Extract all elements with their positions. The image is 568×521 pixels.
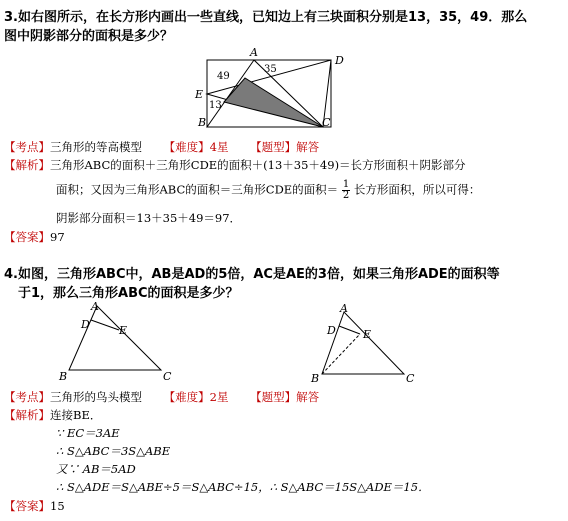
- segment-be-dashed: [322, 334, 360, 374]
- tixing-text: 解答: [296, 140, 320, 154]
- triangle-abc: [69, 306, 161, 370]
- fraction-den: 2: [342, 190, 350, 201]
- q3-kaodian-row: [4, 139, 319, 155]
- q3-daan-row: [4, 229, 65, 245]
- jiexi-line1: 三角形ABC的面积＋三角形CDE的面积＋(13＋35＋49)＝长方形面积＋阴影部分: [50, 158, 466, 172]
- tixing-text: 解答: [296, 390, 320, 404]
- daan-tag: 【答案】: [4, 499, 50, 513]
- label-e: E: [195, 88, 204, 101]
- label-b: B: [198, 116, 207, 129]
- area-49: 49: [217, 71, 230, 82]
- tixing-tag: 【题型】: [250, 390, 297, 404]
- q4-line5: ∴ S△ADE＝S△ABE÷5＝S△ABC÷15，∴ S△ABC＝15S△ADE＝15．: [56, 480, 430, 494]
- label-c: C: [322, 116, 331, 129]
- q4-title-line1: 4.如图，三角形ABC中，AB是AD的5倍，AC是AE的3倍，如果三角形ADE的面积等: [4, 267, 500, 282]
- nandu-text: 4星: [209, 140, 229, 154]
- q3-title-line2: 图中阴影部分的面积是多少？: [4, 29, 174, 44]
- jiexi-tag: 【解析】: [4, 408, 50, 422]
- label-d: D: [335, 54, 344, 67]
- label-a: A: [91, 300, 99, 313]
- daan-tag: 【答案】: [4, 230, 50, 244]
- label-b: B: [59, 370, 68, 383]
- shaded-region: [224, 78, 323, 127]
- q4-figure-left: [55, 300, 185, 385]
- label-e: E: [363, 328, 372, 341]
- q3-title-line1: 3.如右图所示，在长方形内画出一些直线，已知边上有三块面积分别是13，35，49．那么: [4, 10, 528, 25]
- q3-jiexi-line3: 阴影部分面积＝13＋35＋49＝97．: [56, 211, 242, 225]
- label-e: E: [119, 324, 128, 337]
- kaodian-text: 三角形的鸟头模型: [50, 390, 142, 404]
- label-d: D: [327, 324, 336, 337]
- kaodian-text: 三角形的等高模型: [50, 140, 142, 154]
- q4-line4: 又∵ AB＝5AD: [56, 462, 136, 476]
- label-d: D: [81, 318, 90, 331]
- fraction-num: 1: [342, 179, 350, 190]
- jiexi-line2b: 长方形面积，所以可得：: [353, 182, 481, 197]
- jiexi-line1: 连接BE．: [50, 408, 102, 422]
- q4-kaodian-row: [4, 389, 319, 405]
- nandu-text: 2星: [209, 390, 229, 404]
- daan-text: 15: [50, 499, 65, 513]
- area-13: 13: [209, 100, 222, 111]
- label-a: A: [250, 46, 258, 59]
- q4-jiexi-row: [4, 407, 101, 423]
- q4-daan-row: [4, 498, 65, 514]
- q3-jiexi-row: [4, 157, 466, 173]
- jiexi-line2a: 面积；又因为三角形ABC的面积＝三角形CDE的面积＝: [56, 182, 339, 197]
- tixing-tag: 【题型】: [250, 140, 297, 154]
- label-a: A: [340, 302, 348, 315]
- q3-figure: [190, 44, 350, 134]
- label-c: C: [406, 372, 415, 385]
- daan-text: 97: [50, 230, 65, 244]
- q4-title-line2: 于1，那么三角形ABC的面积是多少？: [18, 286, 239, 301]
- area-35: 35: [264, 64, 277, 75]
- kaodian-tag: 【考点】: [4, 390, 50, 404]
- segment-de: [91, 320, 119, 330]
- nandu-tag: 【难度】: [163, 390, 210, 404]
- label-c: C: [163, 370, 172, 383]
- nandu-tag: 【难度】: [163, 140, 210, 154]
- q4-line2: ∵ EC＝3AE: [56, 426, 120, 440]
- kaodian-tag: 【考点】: [4, 140, 50, 154]
- q4-figure-right: [300, 300, 430, 385]
- q3-jiexi-line2: [56, 180, 480, 201]
- segment-de: [339, 326, 360, 334]
- label-b: B: [311, 372, 320, 385]
- triangle-abc: [322, 312, 404, 374]
- q4-line3: ∴ S△ABC＝3S△ABE: [56, 444, 171, 458]
- jiexi-tag: 【解析】: [4, 158, 50, 172]
- fraction-half: [342, 180, 350, 201]
